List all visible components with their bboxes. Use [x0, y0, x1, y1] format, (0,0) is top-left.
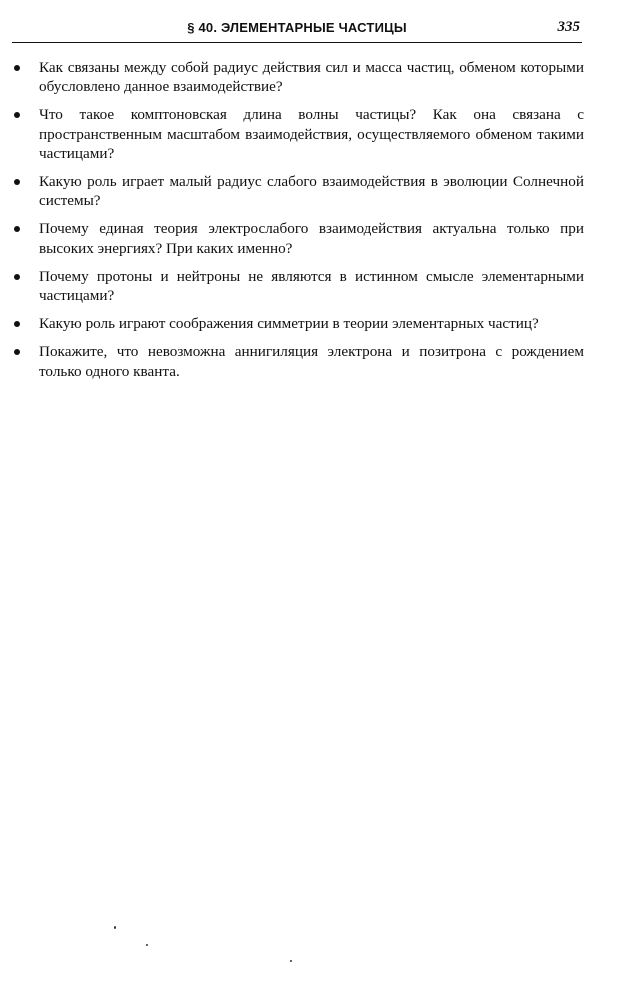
bullet-icon: [14, 349, 20, 355]
question-item: [12, 219, 584, 257]
bullet-icon: [14, 274, 20, 280]
question-item: [12, 314, 584, 333]
running-head: [12, 18, 582, 43]
question-item: [12, 267, 584, 305]
review-questions-list: [12, 58, 584, 390]
scan-speck: [114, 926, 116, 929]
bullet-icon: [14, 112, 20, 118]
question-text: Что такое комптоновская длина волны частицы? Как она связана с пространственным масштабом взаимодействия, осуществляемого обменом такими частицами?: [39, 106, 584, 162]
bullet-icon: [14, 226, 20, 232]
bullet-icon: [14, 65, 20, 71]
question-text: Какую роль играет малый радиус слабого взаимодействия в эволюции Солнечной системы?: [39, 173, 584, 210]
question-text: Покажите, что невозможна аннигиляция электрона и позитрона с рождением только одного кванта.: [39, 343, 584, 380]
question-text: Почему протоны и нейтроны не являются в истинном смысле элементарными частицами?: [39, 267, 584, 305]
scan-speck: [146, 944, 148, 946]
question-text: Как связаны между собой радиус действия сил и масса частиц, обменом которыми обусловлено данное взаимодействие?: [39, 59, 584, 96]
scan-speck: [290, 960, 292, 962]
bullet-icon: [14, 179, 20, 185]
question-item: [12, 105, 584, 163]
question-item: [12, 342, 584, 380]
page-number: 335: [557, 19, 580, 35]
bullet-icon: [14, 321, 20, 327]
section-title: § 40. ЭЛЕМЕНТАРНЫЕ ЧАСТИЦЫ: [187, 20, 407, 35]
question-item: [12, 58, 584, 96]
question-text: Почему единая теория электрослабого взаимодействия актуальна только при высоких энергиях? При каких именно?: [39, 220, 584, 257]
question-text: Какую роль играют соображения симметрии в теории элементарных частиц?: [39, 315, 539, 333]
question-item: [12, 172, 584, 210]
